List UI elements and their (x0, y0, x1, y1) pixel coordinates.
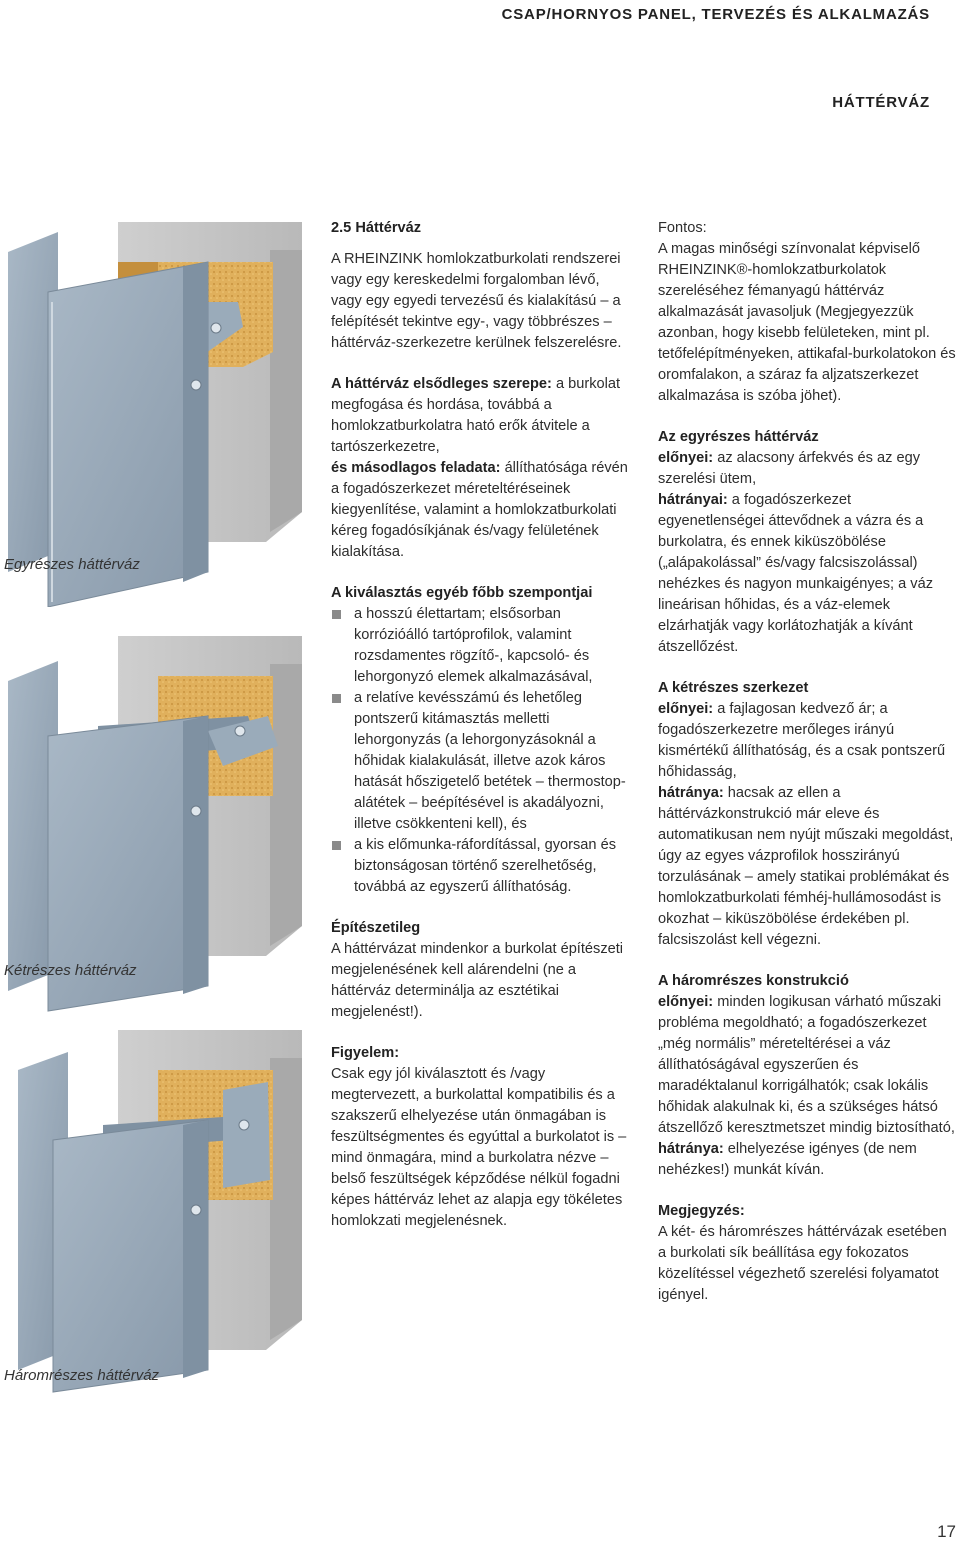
important-paragraph: A magas minőségi színvonalat képviselő RHEINZINK®-homlokzatburkolatok szereléséhez fémanyagú háttérváz alkalmazását javasoljuk (Megjegyezzük azonban, hogy kisebb felületeken, mint pl. tetőfelépítményeken, attikafal-burkolatokon és oromfalakon, a száraz fa aljzatszerkezet alkalmazása is szóba jöhet). (658, 241, 956, 404)
text-column-left (331, 218, 630, 1232)
disadvantages-text: elhelyezése igényes (de nem nehézkes!) munkát kíván. (658, 1141, 917, 1178)
criteria-item-text: a hosszú élettartam; elsősorban korrózióálló tartóprofilok, valamint rozsdamentes rögzítő-, kapcsoló- és lehorgonyzó elemek alkalmazásával, (354, 606, 593, 685)
architecture-heading: Építészetileg (331, 920, 421, 936)
role-text: a burkolat megfogása és hordása, továbbá a homlokzatburkolatra ható erők átvitele a tartószerkezetre, (331, 376, 621, 455)
role-paragraph (331, 374, 630, 458)
figure-two-caption: Kétrészes háttérváz (4, 962, 137, 979)
disadvantages-text: a fogadószerkezet egyenetlenségei áttevődnek a vázra és a burkolatra, és ennek kiküszöbölése („alápakolással” és/vagy falcsiszolással) nehézkes és nagyon munkaigényes; a váz lineárisan hőhidas, és a váz-elemek elzárhatják vagy korlátozhatják a kívánt átszellőzést. (658, 492, 934, 655)
advantages-label: előnyei: (658, 994, 714, 1010)
bullet-square-icon (332, 610, 341, 619)
three-part-substructure-illustration (8, 1030, 302, 1400)
advantages-text: az alacsony árfekvés és az egy szerelési ütem, (658, 450, 921, 487)
disadvantages-label: hátrányai: (658, 492, 728, 508)
important-heading: Fontos: (658, 220, 707, 236)
advantages-text: minden logikusan várható műszaki probléma megoldható; a fogadószerkezet „még normális” méreteltérései a váz állíthatóságával egyszerűen és maradéktalanul korrigálhatók; csak lokális hőhidak alakulnak ki, és a szükséges hátsó átszellőző keresztmetszet mindig biztosítható, (658, 994, 955, 1136)
text-column-right (658, 218, 958, 1306)
attention-heading: Figyelem: (331, 1045, 400, 1061)
criteria-item (331, 835, 630, 898)
disadvantages-text: hacsak az ellen a háttérvázkonstrukció már eleve és automatikusan nem nyújt műszaki megoldást, úgy az egyes vázprofilok hosszirányú torzulásának – amely statikai problémákat és homlokzatburkolati fémhéj-hullámosodást is okozhat – kiküszöbölése érdekében pl. falcsiszolást kell végezni. (658, 785, 954, 948)
criteria-heading: A kiválasztás egyéb főbb szempontjai (331, 585, 593, 601)
two-part-disadvantages (658, 783, 958, 951)
disadvantages-label: hátránya: (658, 1141, 724, 1157)
figure-one-caption: Egyrészes háttérváz (4, 556, 140, 573)
criteria-item (331, 688, 630, 835)
three-part-heading: A háromrészes konstrukció (658, 973, 849, 989)
role-label: A háttérváz elsődleges szerepe: (331, 376, 552, 392)
one-part-advantages (658, 448, 958, 490)
intro-paragraph: A RHEINZINK homlokzatburkolati rendszerei vagy egy kereskedelmi forgalomban lévő, vagy egy egyedi tervezésű és kialakítású – a felépítését tekintve egy-, vagy többrészes – háttérváz-szerkezetre kerülnek felszerelésre. (331, 251, 622, 351)
one-part-heading: Az egyrészes háttérváz (658, 429, 819, 445)
two-part-advantages (658, 699, 958, 783)
figure-three-part-substructure (8, 1030, 302, 1400)
running-title: CSAP/HORNYOS PANEL, TERVEZÉS ÉS ALKALMAZÁS (501, 6, 930, 23)
attention-paragraph: Csak egy jól kiválasztott és /vagy megtervezett, a burkolattal kompatibilis és a szakszerű elhelyezése után önmagában is feszültségmentes és egyúttal a burkolatot is – mind önmagára, mind a burkolatra nézve – belső feszültségek képződése nélkül fogadni képes háttérváz lehet az alapja egy tökéletes homlokzati megjelenésnek. (331, 1066, 627, 1229)
advantages-text: a fajlagosan kedvező ár; a fogadószerkezetre merőleges irányú kismértékű állíthatóság, és a csak pontszerű hőhidasság, (658, 701, 946, 780)
criteria-item-text: a kis előmunka-ráfordítással, gyorsan és biztonságosan történő szerelhetőség, továbbá az egyszerű állíthatóság. (354, 837, 616, 895)
advantages-label: előnyei: (658, 450, 714, 466)
section-title: HÁTTÉRVÁZ (832, 94, 930, 111)
secondary-text: állíthatósága révén a fogadószerkezet méreteltéréseinek kiegyenlítése, valamint a homlokzatburkolati kéreg fogadósíkjának és/vagy felületének kialakítása. (331, 460, 628, 560)
two-part-substructure-illustration (8, 636, 302, 1016)
bullet-square-icon (332, 841, 341, 850)
section-heading: 2.5 Háttérváz (331, 220, 422, 236)
page-number: 17 (937, 1522, 956, 1541)
disadvantages-label: hátránya: (658, 785, 724, 801)
architecture-paragraph: A háttérvázat mindenkor a burkolat építészeti megjelenésének kell alárendelni (ne a háttérváz determinálja az esztétikai megjelenést!). (331, 941, 624, 1020)
bullet-square-icon (332, 694, 341, 703)
two-part-heading: A kétrészes szerkezet (658, 680, 809, 696)
criteria-item (331, 604, 630, 688)
three-part-advantages (658, 992, 958, 1139)
secondary-label: és másodlagos feladata: (331, 460, 501, 476)
remark-heading: Megjegyzés: (658, 1203, 745, 1219)
criteria-item-text: a relatíve kevésszámú és lehetőleg pontszerű kitámasztás melletti lehorgonyzás (a lehorgonyzásoknál a hőhidak kialakulását, illetve azok káros hatását hőszigetelő betétek – thermostop-alátétek – beépítésével is akadályozni, illetve csökkenteni kell), és (354, 690, 626, 832)
one-part-disadvantages (658, 490, 958, 658)
advantages-label: előnyei: (658, 701, 714, 717)
one-part-substructure-illustration (8, 222, 302, 607)
figure-one-part-substructure (8, 222, 302, 607)
remark-paragraph: A két- és háromrészes háttérvázak esetében a burkolati sík beállítása egy fokozatos közelítéssel végezhető szerelési folyamatot igényel. (658, 1224, 947, 1303)
three-part-disadvantages (658, 1139, 958, 1181)
secondary-paragraph (331, 458, 630, 563)
figure-two-part-substructure (8, 636, 302, 1016)
figure-three-caption: Háromrészes háttérváz (4, 1367, 160, 1384)
